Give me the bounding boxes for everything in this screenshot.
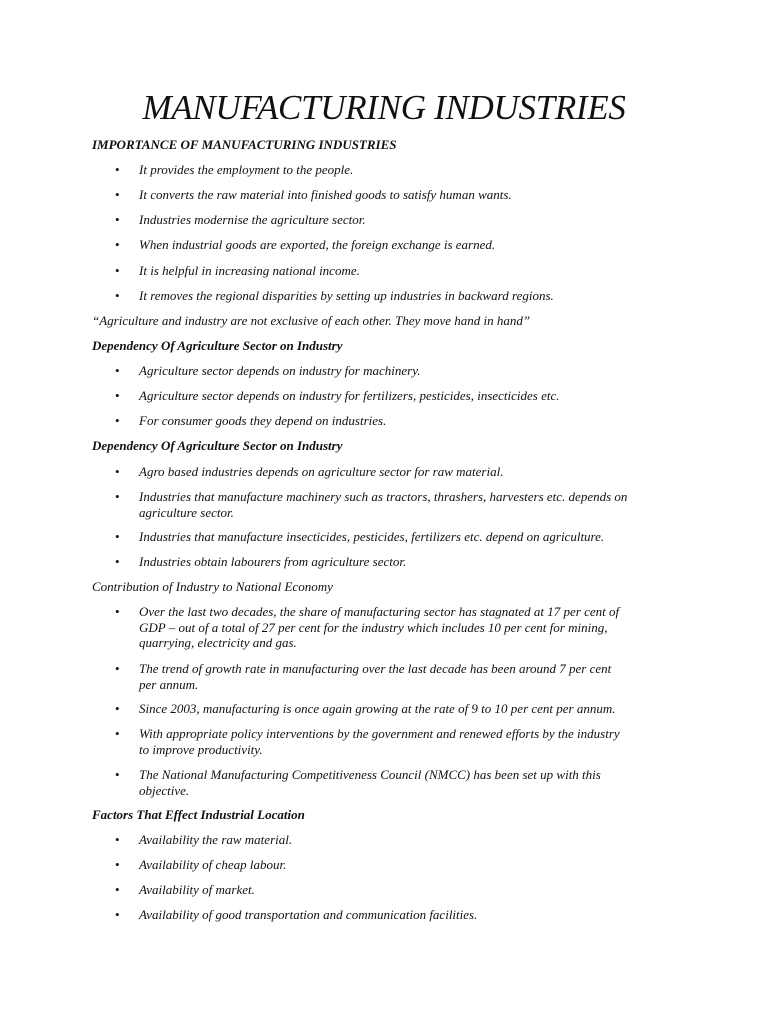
bullet-icon: • — [115, 529, 120, 544]
page-title: MANUFACTURING INDUSTRIES — [142, 88, 626, 127]
list-item: The National Manufacturing Competitiveness Council (NMCC) has been set up with this objective. — [139, 767, 601, 798]
bullet-icon: • — [115, 388, 120, 403]
list-item: Availability the raw material. — [139, 832, 293, 847]
list-item: Over the last two decades, the share of manufacturing sector has stagnated at 17 per cent of GDP – out of a total of 27 per cent for the industry which includes 10 per cent for mining, quarrying, electricity and gas. — [139, 604, 620, 650]
list-item: For consumer goods they depend on industries. — [139, 413, 387, 428]
section-heading-industry-dependency: Dependency Of Agriculture Sector on Industry — [92, 438, 343, 453]
bullet-icon: • — [115, 489, 120, 504]
list-item: Industries that manufacture insecticides, pesticides, fertilizers etc. depend on agriculture. — [139, 529, 605, 544]
list-item: Availability of good transportation and communication facilities. — [139, 907, 478, 922]
bullet-icon: • — [115, 882, 120, 897]
bullet-icon: • — [115, 832, 120, 847]
bullet-icon: • — [115, 162, 120, 177]
list-item: When industrial goods are exported, the foreign exchange is earned. — [139, 237, 496, 252]
bullet-icon: • — [115, 857, 120, 872]
list-item: Industries modernise the agriculture sector. — [139, 212, 366, 227]
list-item: Agriculture sector depends on industry for machinery. — [139, 363, 421, 378]
bullet-icon: • — [115, 726, 120, 741]
section-heading-contribution: Contribution of Industry to National Economy — [92, 579, 333, 594]
list-item: Availability of cheap labour. — [139, 857, 287, 872]
list-item: Availability of market. — [139, 882, 255, 897]
bullet-icon: • — [115, 701, 120, 716]
list-item: It converts the raw material into finished goods to satisfy human wants. — [139, 187, 512, 202]
list-item: Agriculture sector depends on industry for fertilizers, pesticides, insecticides etc. — [139, 388, 560, 403]
quote-text: “Agriculture and industry are not exclusive of each other. They move hand in hand” — [92, 313, 531, 328]
bullet-icon: • — [115, 413, 120, 428]
list-item: It removes the regional disparities by setting up industries in backward regions. — [139, 288, 554, 303]
bullet-icon: • — [115, 554, 120, 569]
list-item: Agro based industries depends on agriculture sector for raw material. — [139, 464, 504, 479]
list-item: Industries that manufacture machinery such as tractors, thrashers, harvesters etc. depends on agriculture sector. — [139, 489, 628, 520]
list-item: Industries obtain labourers from agriculture sector. — [139, 554, 407, 569]
bullet-icon: • — [115, 604, 120, 619]
bullet-icon: • — [115, 907, 120, 922]
bullet-icon: • — [115, 212, 120, 227]
list-item: With appropriate policy interventions by the government and renewed efforts by the industry to improve productivity. — [139, 726, 620, 757]
list-item: It is helpful in increasing national income. — [139, 263, 360, 278]
list-item: Since 2003, manufacturing is once again growing at the rate of 9 to 10 per cent per annum. — [139, 701, 616, 716]
section-heading-importance: IMPORTANCE OF MANUFACTURING INDUSTRIES — [92, 137, 397, 152]
list-item: The trend of growth rate in manufacturing over the last decade has been around 7 per cent per annum. — [139, 661, 612, 692]
bullet-icon: • — [115, 767, 120, 782]
list-item: It provides the employment to the people. — [139, 162, 354, 177]
bullet-icon: • — [115, 237, 120, 252]
bullet-icon: • — [115, 263, 120, 278]
bullet-icon: • — [115, 187, 120, 202]
bullet-icon: • — [115, 464, 120, 479]
section-heading-agri-dependency: Dependency Of Agriculture Sector on Industry — [92, 338, 343, 353]
bullet-icon: • — [115, 363, 120, 378]
section-heading-location-factors: Factors That Effect Industrial Location — [92, 807, 305, 822]
bullet-icon: • — [115, 661, 120, 676]
bullet-icon: • — [115, 288, 120, 303]
